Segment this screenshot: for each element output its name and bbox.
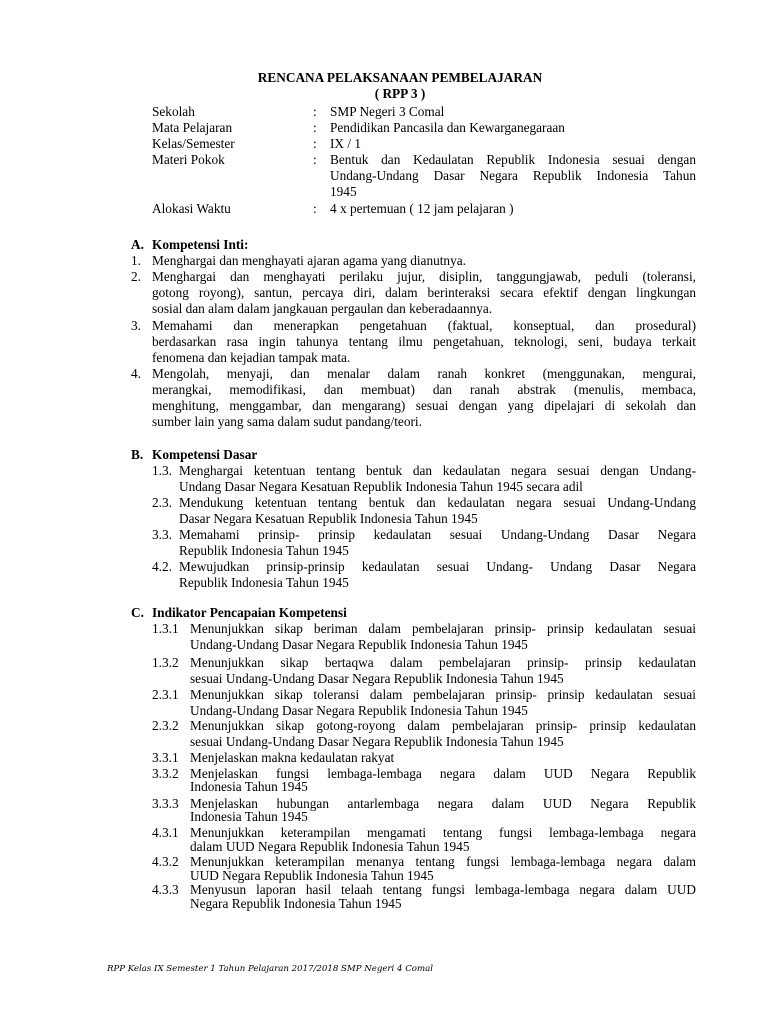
sep-alokasi-waktu: :	[313, 201, 317, 216]
indicator-text: dalam UUD Negara Republik Indonesia Tahun 1945	[190, 839, 470, 854]
ki-item-text: sumber lain yang sama dalam sudut pandang/teori.	[152, 414, 422, 429]
section-b-letter: B.	[131, 447, 144, 462]
indicator-number: 4.3.2	[152, 854, 179, 869]
page-footer: RPP Kelas IX Semester 1 Tahun Pelajaran 2017/2018 SMP Negeri 4 Comal	[107, 964, 433, 974]
kd-item-text: Undang Dasar Negara Kesatuan Republik Indonesia Tahun 1945 secara adil	[179, 479, 583, 494]
ki-item-text: menghitung, menggambar, dan mengarang) sesuai dengan yang dipelajari di sekolah dan	[152, 398, 696, 413]
indicator-text: Menunjukkan keterampilan menanya tentang fungsi lembaga-lembaga negara dalam	[190, 854, 696, 869]
indicator-text: Menunjukkan sikap bertaqwa dalam pembelajaran prinsip- prinsip kedaulatan	[190, 655, 696, 670]
value-materi-pokok-line: Bentuk dan Kedaulatan Republik Indonesia sesuai dengan	[330, 152, 696, 167]
document-subtitle: ( RPP 3 )	[374, 86, 426, 101]
label-kelas-semester: Kelas/Semester	[152, 136, 235, 151]
indicator-text: Menunjukkan keterampilan mengamati tentang fungsi lembaga-lembaga negara	[190, 825, 696, 840]
kd-item-number: 1.3.	[152, 463, 172, 478]
value-mata-pelajaran: Pendidikan Pancasila dan Kewarganegaraan	[330, 120, 565, 135]
value-materi-pokok-line: 1945	[330, 184, 357, 199]
sep-kelas-semester: :	[313, 136, 317, 151]
indicator-number: 4.3.1	[152, 825, 179, 840]
ki-item-text: Mengolah, menyaji, dan menalar dalam ranah konkret (menggunakan, mengurai,	[152, 366, 696, 381]
indicator-text: UUD Negara Republik Indonesia Tahun 1945	[190, 868, 434, 883]
indicator-number: 4.3.3	[152, 882, 179, 897]
section-a-letter: A.	[131, 237, 144, 252]
kd-item-text: Dasar Negara Kesatuan Republik Indonesia Tahun 1945	[179, 511, 478, 526]
indicator-number: 2.3.1	[152, 687, 179, 702]
ki-item-number: 3.	[131, 318, 141, 333]
section-b-title: Kompetensi Dasar	[152, 447, 258, 462]
indicator-text: Menunjukkan sikap gotong-royong dalam pembelajaran prinsip- prinsip kedaulatan	[190, 718, 696, 733]
sep-materi-pokok: :	[313, 152, 317, 167]
indicator-text: Menjelaskan makna kedaulatan rakyat	[190, 750, 395, 765]
ki-item-text: gotong royong), santun, percaya diri, dalam berinteraksi secara efektif dengan lingkungan	[152, 285, 696, 300]
ki-item-text: Menghargai dan menghayati ajaran agama yang dianutnya.	[152, 253, 466, 268]
label-mata-pelajaran: Mata Pelajaran	[152, 120, 233, 135]
indicator-text: Menjelaskan fungsi lembaga-lembaga negara dalam UUD Negara Republik	[190, 766, 696, 781]
ki-item-number: 4.	[131, 366, 141, 381]
indicator-text: sesuai Undang-Undang Dasar Negara Republik Indonesia Tahun 1945	[190, 671, 564, 686]
indicator-text: sesuai Undang-Undang Dasar Negara Republik Indonesia Tahun 1945	[190, 734, 564, 749]
indicator-number: 2.3.2	[152, 718, 179, 733]
kd-item-number: 3.3.	[152, 527, 172, 542]
kd-item-text: Memahami prinsip- prinsip kedaulatan sesuai Undang-Undang Dasar Negara	[179, 527, 696, 542]
kd-item-number: 2.3.	[152, 495, 172, 510]
value-materi-pokok-line: Undang-Undang Dasar Negara Republik Indonesia Tahun	[330, 168, 696, 183]
indicator-number: 3.3.2	[152, 766, 179, 781]
ki-item-text: sosial dan alam dalam jangkauan pergaulan dan keberadaannya.	[152, 301, 493, 316]
ki-item-text: merangkai, memodifikasi, dan membuat) dan ranah abstrak (menulis, membaca,	[152, 382, 696, 397]
kd-item-text: Mendukung ketentuan tentang bentuk dan kedaulatan negara sesuai Undang-Undang	[179, 495, 696, 510]
label-sekolah: Sekolah	[152, 104, 195, 119]
section-c-letter: C.	[131, 605, 144, 620]
indicator-text: Indonesia Tahun 1945	[190, 809, 308, 824]
indicator-number: 1.3.2	[152, 655, 179, 670]
kd-item-text: Republik Indonesia Tahun 1945	[179, 575, 349, 590]
ki-item-text: fenomena dan kejadian tampak mata.	[152, 350, 351, 365]
ki-item-text: berdasarkan rasa ingin tahunya tentang ilmu pengetahuan, teknologi, seni, budaya terkait	[152, 334, 696, 349]
ki-item-text: Memahami dan menerapkan pengetahuan (faktual, konseptual, dan prosedural)	[152, 318, 696, 333]
label-alokasi-waktu: Alokasi Waktu	[152, 201, 231, 216]
section-c-title: Indikator Pencapaian Kompetensi	[152, 605, 347, 620]
kd-item-number: 4.2.	[152, 559, 172, 574]
indicator-text: Indonesia Tahun 1945	[190, 779, 308, 794]
indicator-text: Menyusun laporan hasil telaah tentang fungsi lembaga-lembaga negara dalam UUD	[190, 882, 696, 897]
value-sekolah: SMP Negeri 3 Comal	[330, 104, 445, 119]
kd-item-text: Menghargai ketentuan tentang bentuk dan kedaulatan negara sesuai dengan Undang-	[179, 463, 696, 478]
indicator-text: Undang-Undang Dasar Negara Republik Indonesia Tahun 1945	[190, 637, 528, 652]
ki-item-number: 1.	[131, 253, 141, 268]
section-a-title: Kompetensi Inti:	[152, 237, 249, 252]
indicator-number: 1.3.1	[152, 621, 179, 636]
value-kelas-semester: IX / 1	[330, 136, 362, 151]
indicator-number: 3.3.1	[152, 750, 179, 765]
document-title: RENCANA PELAKSANAAN PEMBELAJARAN	[257, 70, 543, 85]
ki-item-text: Menghargai dan menghayati perilaku jujur, disiplin, tanggungjawab, peduli (toleransi,	[152, 269, 696, 284]
indicator-text: Negara Republik Indonesia Tahun 1945	[190, 896, 402, 911]
indicator-text: Menjelaskan hubungan antarlembaga negara dalam UUD Negara Republik	[190, 796, 696, 811]
sep-sekolah: :	[313, 104, 317, 119]
kd-item-text: Republik Indonesia Tahun 1945	[179, 543, 349, 558]
indicator-text: Menunjukkan sikap toleransi dalam pembelajaran prinsip- prinsip kedaulatan sesuai	[190, 687, 696, 702]
ki-item-number: 2.	[131, 269, 141, 284]
indicator-number: 3.3.3	[152, 796, 179, 811]
label-materi-pokok: Materi Pokok	[152, 152, 225, 167]
value-alokasi-waktu: 4 x pertemuan ( 12 jam pelajaran )	[330, 201, 514, 216]
kd-item-text: Mewujudkan prinsip-prinsip kedaulatan sesuai Undang- Undang Dasar Negara	[179, 559, 696, 574]
indicator-text: Menunjukkan sikap beriman dalam pembelajaran prinsip- prinsip kedaulatan sesuai	[190, 621, 696, 636]
sep-mata-pelajaran: :	[313, 120, 317, 135]
indicator-text: Undang-Undang Dasar Negara Republik Indonesia Tahun 1945	[190, 703, 528, 718]
